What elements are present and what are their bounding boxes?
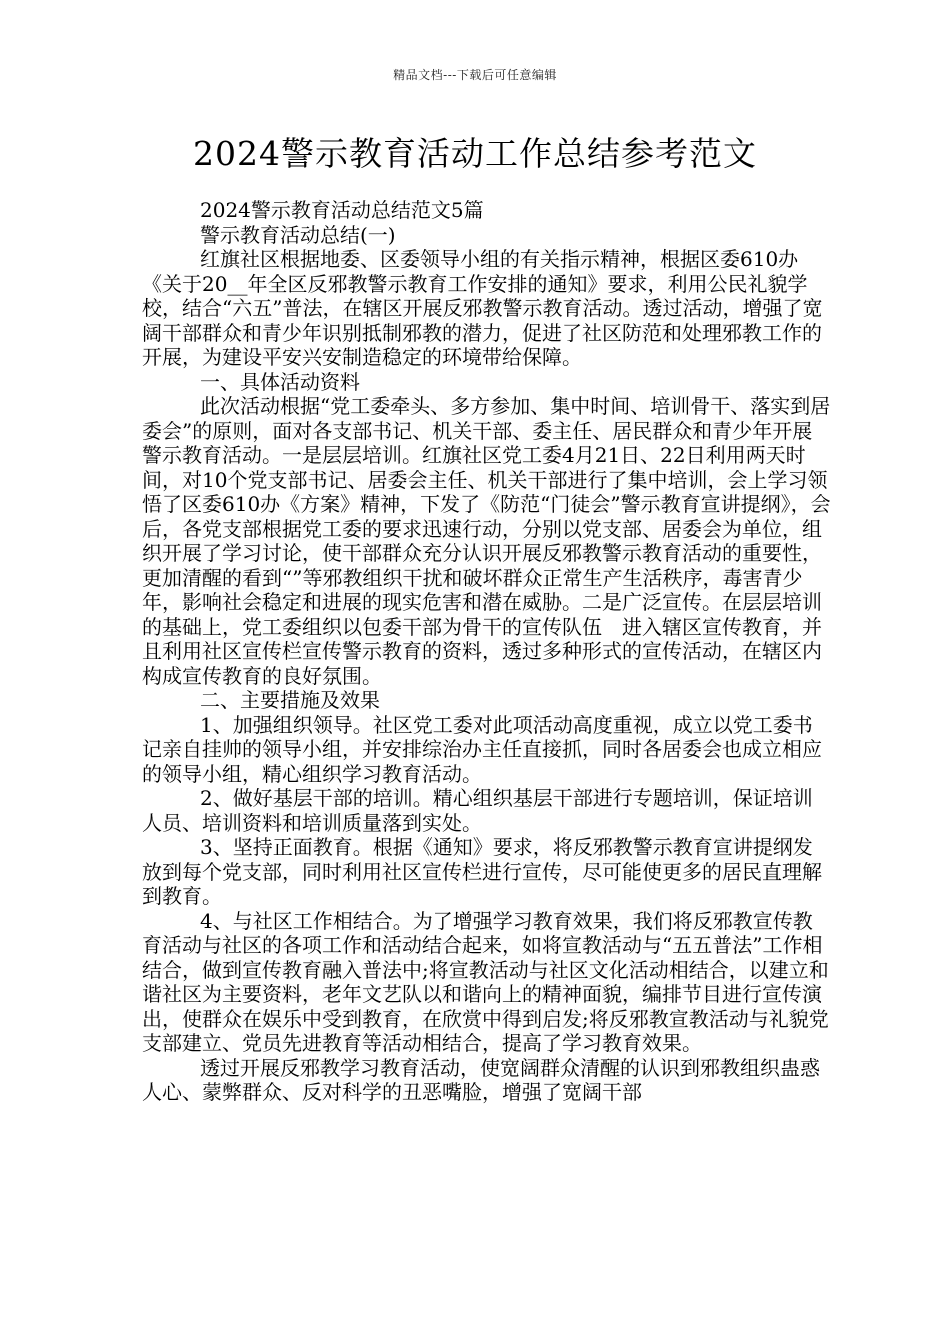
document-title: 2024警示教育活动工作总结参考范文 [193, 134, 757, 173]
subtitle-line: 2024警示教育活动总结范文5篇 [200, 198, 484, 222]
section-heading: 二、主要措施及效果 [200, 688, 380, 712]
list-item: 4、与社区工作相结合。为了增强学习教育效果，我们将反邪教宣传教育活动与社区的各项工作和活动结合起来，如将宣教活动与“五五普法”工作相结合，做到宣传教育融入普法中;将宣教活动与社区文化活动相结合，以建立和谐社区为主要资料，老年文艺队以和谐向上的精神面貌，编排节目进行宣传演出，使群众在娱乐中受到教育，在欣赏中得到启发;将反邪教宣教活动与礼貌党支部建立、党员先进教育等活动相结合，提高了学习教育效果。 [142, 908, 829, 1055]
list-item: 2、做好基层干部的培训。精心组织基层干部进行专题培训，保证培训人员、培训资料和培训质量落到实处。 [142, 786, 813, 835]
list-item: 3、坚持正面教育。根据《通知》要求，将反邪教警示教育宣讲提纲发放到每个党支部，同时利用社区宣传栏进行宣传，尽可能使更多的居民直理解到教育。 [142, 835, 822, 908]
paragraph: 此次活动根据“党工委牵头、多方参加、集中时间、培训骨干、落实到居委会”的原则，面对各支部书记、机关干部、委主任、居民群众和青少年开展警示教育活动。一是层层培训。红旗社区党工委4月21日、22日利用两天时间，对10个党支部书记、居委会主任、机关干部进行了集中培训，会上学习领悟了区委610办《方案》精神，下发了《防范“门徒会”警示教育宣讲提纲》，会后，各党支部根据党工委的要求迅速行动，分别以党支部、居委会为单位，组织开展了学习讨论，使干部群众充分认识开展反邪教警示教育活动的重要性，更加清醒的看到“”等邪教组织干扰和破坏群众正常生产生活秩序，毒害青少年，影响社会稳定和进展的现实危害和潜在威胁。二是广泛宣传。在层层培训的基础上，党工委组织以包委干部为骨干的宣传队伍 进入辖区宣传教育，并且利用社区宣传栏宣传警示教育的资料，透过多种形式的宣传活动，在辖区内构成宣传教育的良好氛围。 [142, 394, 831, 688]
paragraph: 透过开展反邪教学习教育活动，使宽阔群众清醒的认识到邪教组织蛊惑人心、蒙弊群众、反对科学的丑恶嘴脸，增强了宽阔干部 [142, 1055, 820, 1104]
section-heading: 一、具体活动资料 [200, 369, 360, 394]
header-note: 精品文档---下载后可任意编辑 [393, 68, 557, 82]
section-heading: 警示教育活动总结(一) [200, 222, 396, 247]
list-item: 1、加强组织领导。社区党工委对此项活动高度重视，成立以党工委书记亲自挂帅的领导小组，并安排综治办主任直接抓，同时各居委会也成立相应的领导小组，精心组织学习教育活动。 [142, 712, 822, 786]
document-body [142, 198, 832, 1105]
paragraph: 红旗社区根据地委、区委领导小组的有关指示精神，根据区委610办《关于20__年全区反邪教警示教育工作安排的通知》要求，利用公民礼貌学校，结合“六五”普法，在辖区开展反邪教警示教育活动。透过活动，增强了宽阔干部群众和青少年识别抵制邪教的潜力，促进了社区防范和处理邪教工作的开展，为建设平安兴安制造稳定的环境带给保障。 [142, 247, 823, 369]
